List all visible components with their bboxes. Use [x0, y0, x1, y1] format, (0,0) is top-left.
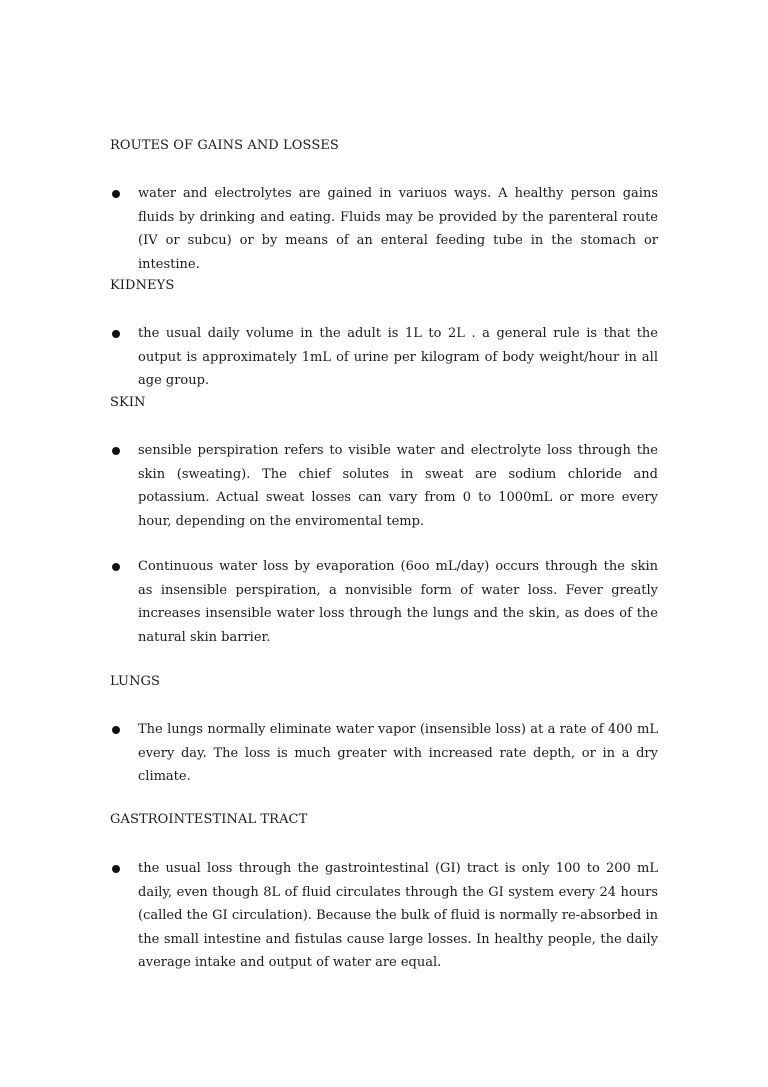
bullet-icon	[112, 330, 120, 338]
bullet-text: The lungs normally eliminate water vapor (insensible loss) at a rate of 400 mL every day. The loss is much greater with increased rate depth, or in a dry climate.	[138, 722, 658, 784]
heading-gi-tract: GASTROINTESTINAL TRACT	[110, 812, 308, 827]
bullet-text: sensible perspiration refers to visible water and electrolyte loss through the skin (sweating). The chief solutes in sweat are sodium chloride and potassium. Actual sweat losses can vary from 0 to 1000mL or more every hour, depending on the enviromental temp.	[138, 443, 658, 529]
bullet-icon	[112, 865, 120, 873]
bullet-text: the usual daily volume in the adult is 1L to 2L . a general rule is that the output is approximately 1mL of urine per kilogram of body weight/hour in all age group.	[138, 326, 658, 388]
bullet-text: the usual loss through the gastrointestinal (GI) tract is only 100 to 200 mL daily, even though 8L of fluid circulates through the GI system every 24 hours (called the GI circulation). Because the bulk of fluid is normally re-absorbed in the small intestine and fistulas cause large losses. In healthy people, the daily average intake and output of water are equal.	[138, 861, 658, 970]
bullet-icon	[112, 726, 120, 734]
bullet-icon	[112, 190, 120, 198]
bullet-icon	[112, 447, 120, 455]
heading-skin: SKIN	[110, 395, 146, 410]
heading-routes: ROUTES OF GAINS AND LOSSES	[110, 138, 339, 153]
bullet-text: water and electrolytes are gained in variuos ways. A healthy person gains fluids by drinking and eating. Fluids may be provided by the parenteral route (IV or subcu) or by means of an enteral feeding tube in the stomach or intestine.	[138, 186, 658, 272]
bullet-text: Continuous water loss by evaporation (6oo mL/day) occurs through the skin as insensible perspiration, a nonvisible form of water loss. Fever greatly increases insensible water loss through the lungs and the skin, as does of the natural skin barrier.	[138, 559, 658, 645]
heading-kidneys: KIDNEYS	[110, 278, 175, 293]
heading-lungs: LUNGS	[110, 674, 161, 689]
bullet-icon	[112, 563, 120, 571]
